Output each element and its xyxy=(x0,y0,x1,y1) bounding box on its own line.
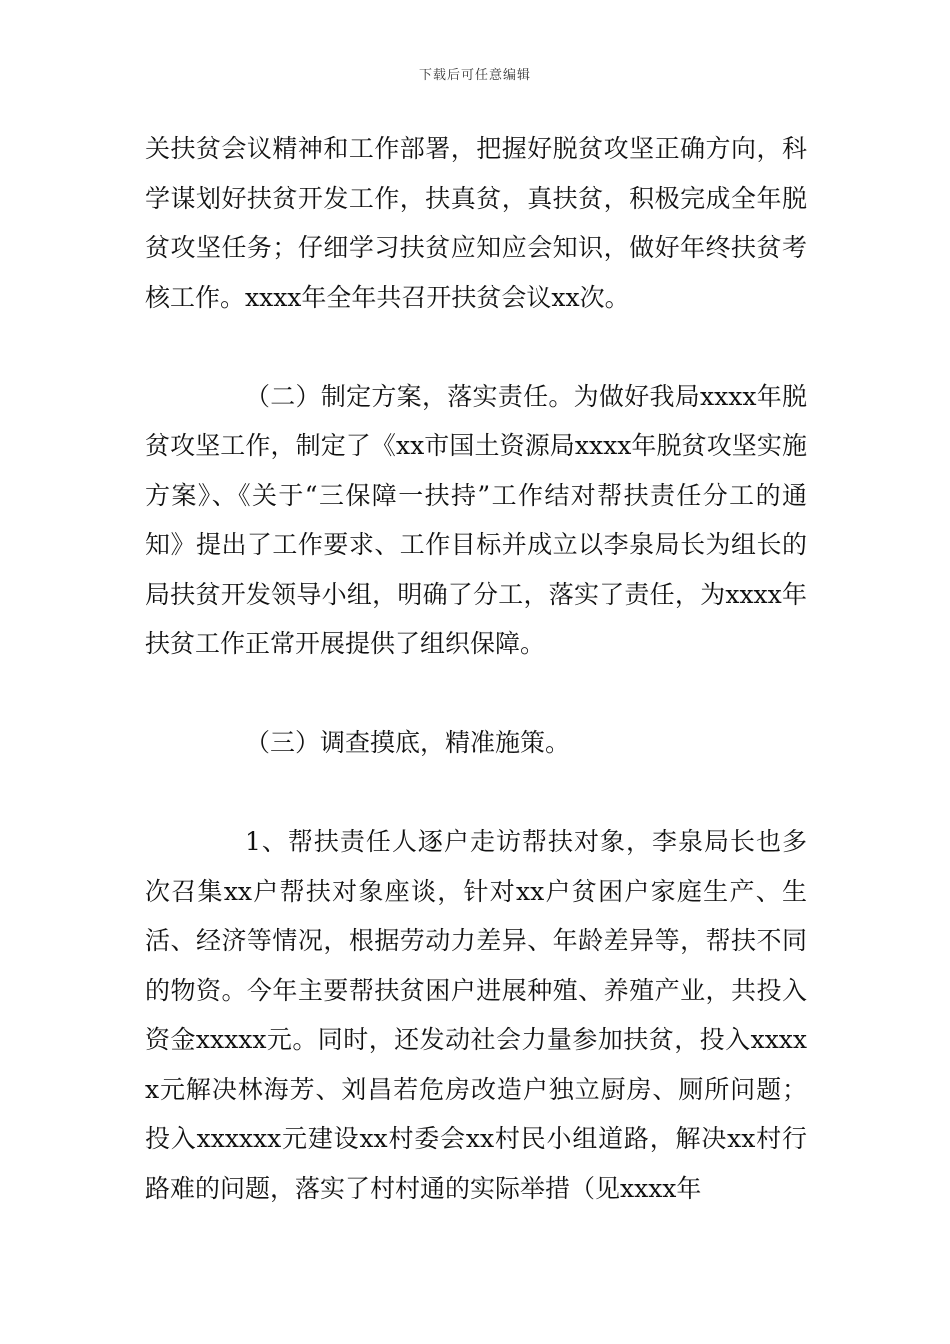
paragraph-item-1: 1、帮扶责任人逐户走访帮扶对象，李泉局长也多次召集xx户帮扶对象座谈，针对xx户贫困户家庭生产、生活、经济等情况，根据劳动力差异、年龄差异等，帮扶不同的物资。今年主要帮扶贫困户进展种殖、养殖产业，共投入资金xxxxx元。同时，还发动社会力量参加扶贫，投入xxxxx元解决林海芳、刘昌若危房改造户独立厨房、厕所问题；投入xxxxxx元建设xx村委会xx村民小组道路，解决xx村行路难的问题，落实了村村通的实际举措（见xxxx年 xyxy=(145,827,807,1203)
paragraph-section-3-heading: （三）调查摸底，精准施策。 xyxy=(245,728,571,757)
document-body xyxy=(145,124,807,1213)
paragraph-gap xyxy=(145,768,807,818)
page-header: 下载后可任意编辑 xyxy=(418,68,531,83)
paragraph-gap xyxy=(145,669,807,719)
paragraph-gap xyxy=(145,322,807,372)
paragraph-continuation: 关扶贫会议精神和工作部署，把握好脱贫攻坚正确方向，科学谋划好扶贫开发工作，扶真贫，真扶贫，积极完成全年脱贫攻坚任务；仔细学习扶贫应知应会知识，做好年终扶贫考核工作。xxxx年全年共召开扶贫会议xx次。 xyxy=(145,134,807,312)
paragraph-section-2: （二）制定方案，落实责任。为做好我局xxxx年脱贫攻坚工作，制定了《xx市国土资源局xxxx年脱贫攻坚实施方案》、《关于“三保障一扶持”工作结对帮扶责任分工的通知》提出了工作要求、工作目标并成立以李泉局长为组长的局扶贫开发领导小组，明确了分工，落实了责任，为xxxx年扶贫工作正常开展提供了组织保障。 xyxy=(145,381,807,658)
